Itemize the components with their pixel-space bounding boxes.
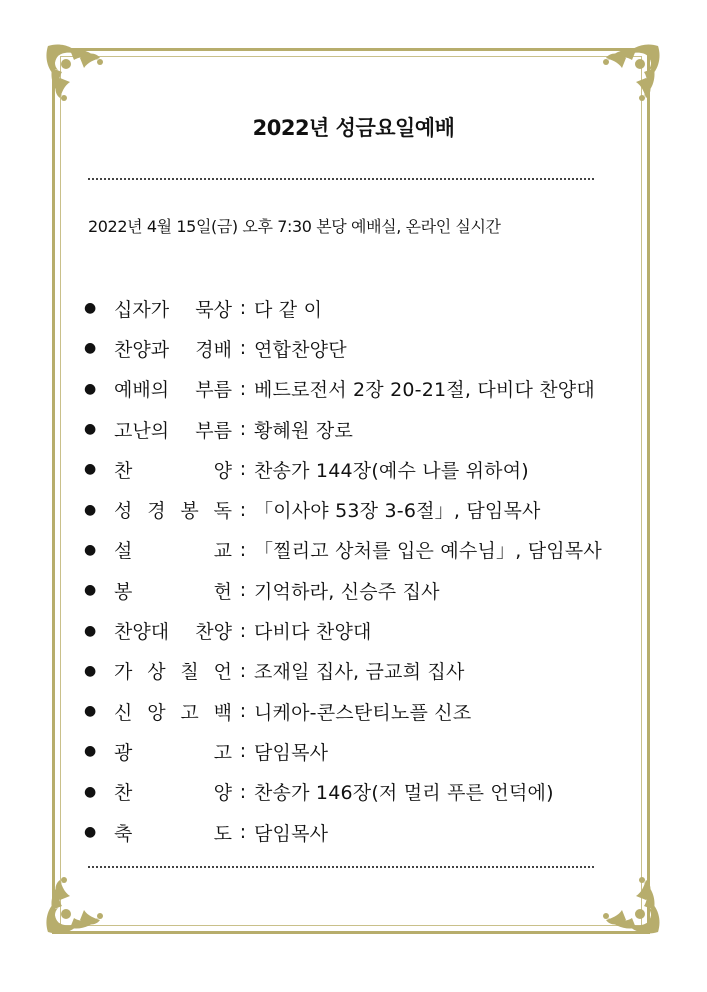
- bullet-icon: ●: [84, 421, 97, 438]
- item-value: 「이사야 53장 3-6절」, 담임목사: [254, 500, 541, 523]
- colon-separator: :: [239, 579, 247, 602]
- colon-separator: :: [239, 498, 247, 521]
- item-label: 찬 양: [114, 782, 232, 805]
- item-value: 담임목사: [254, 741, 329, 764]
- colon-separator: :: [239, 619, 247, 642]
- item-label: 설 교: [114, 540, 232, 563]
- item-value: 찬송가 146장(저 멀리 푸른 언덕에): [254, 782, 554, 805]
- item-value: 찬송가 144장(예수 나를 위하여): [254, 459, 529, 482]
- item-value: 담임목사: [254, 822, 329, 845]
- list-item: [84, 328, 602, 368]
- corner-ornament-icon: [40, 860, 120, 940]
- item-value: 「찔리고 상처를 입은 예수님」, 담임목사: [254, 540, 602, 563]
- item-value: 조재일 집사, 금교희 집사: [254, 661, 465, 684]
- list-item: [84, 731, 602, 771]
- item-label: 찬양대 찬양: [114, 621, 232, 644]
- colon-separator: :: [239, 377, 247, 400]
- bullet-icon: ●: [84, 541, 97, 558]
- item-label: 신 앙 고 백: [114, 701, 232, 724]
- item-label: 고난의 부름: [114, 419, 232, 442]
- bullet-icon: ●: [84, 501, 97, 518]
- bullet-icon: ●: [84, 743, 97, 760]
- list-item: [84, 409, 602, 449]
- item-label: 광 고: [114, 741, 232, 764]
- item-label: 축 도: [114, 822, 232, 845]
- item-label: 찬양과 경배: [114, 338, 232, 361]
- item-label: 가 상 칠 언: [114, 661, 232, 684]
- colon-separator: :: [239, 700, 247, 723]
- bullet-icon: ●: [84, 783, 97, 800]
- item-value: 다비다 찬양대: [254, 621, 372, 644]
- list-item: [84, 570, 602, 610]
- colon-separator: :: [239, 740, 247, 763]
- service-info: 2022년 4월 15일(금) 오후 7:30 본당 예배실, 온라인 실시간: [88, 217, 501, 236]
- bullet-icon: ●: [84, 380, 97, 397]
- dotted-divider-top: [88, 178, 594, 180]
- item-label: 봉 헌: [114, 580, 232, 603]
- colon-separator: :: [239, 297, 247, 320]
- dotted-divider-bottom: [88, 866, 594, 868]
- item-label: 예배의 부름: [114, 379, 232, 402]
- colon-separator: :: [239, 780, 247, 803]
- order-of-service-list: [84, 288, 602, 852]
- item-label: 찬 양: [114, 459, 232, 482]
- item-value: 연합찬양단: [254, 338, 347, 361]
- bullet-icon: ●: [84, 461, 97, 478]
- list-item: [84, 449, 602, 489]
- list-item: [84, 691, 602, 731]
- item-value: 황혜원 장로: [254, 419, 354, 442]
- colon-separator: :: [239, 337, 247, 360]
- bullet-icon: ●: [84, 622, 97, 639]
- page-title: 2022년 성금요일예배: [252, 116, 455, 140]
- list-item: [84, 489, 602, 529]
- list-item: [84, 772, 602, 812]
- colon-separator: :: [239, 458, 247, 481]
- item-value: 베드로전서 2장 20-21절, 다비다 찬양대: [254, 379, 595, 402]
- list-item: [84, 651, 602, 691]
- bullet-icon: ●: [84, 824, 97, 840]
- corner-ornament-icon: [586, 860, 666, 940]
- bullet-icon: ●: [84, 300, 97, 317]
- item-value: 다 같 이: [254, 298, 323, 321]
- colon-separator: :: [239, 821, 247, 843]
- item-value: 니케아-콘스탄티노플 신조: [254, 701, 472, 724]
- item-label: 성 경 봉 독: [114, 500, 232, 523]
- corner-ornament-icon: [40, 38, 120, 118]
- item-value: 기억하라, 신승주 집사: [254, 580, 440, 603]
- list-item: [84, 530, 602, 570]
- list-item: [84, 610, 602, 650]
- colon-separator: :: [239, 418, 247, 441]
- bullet-icon: ●: [84, 703, 97, 720]
- colon-separator: :: [239, 659, 247, 682]
- bullet-icon: ●: [84, 340, 97, 357]
- bullet-icon: ●: [84, 582, 97, 599]
- list-item: [84, 812, 602, 852]
- item-label: 십자가 묵상: [114, 298, 232, 321]
- colon-separator: :: [239, 538, 247, 561]
- corner-ornament-icon: [586, 38, 666, 118]
- list-item: [84, 288, 602, 328]
- bullet-icon: ●: [84, 662, 97, 679]
- list-item: [84, 369, 602, 409]
